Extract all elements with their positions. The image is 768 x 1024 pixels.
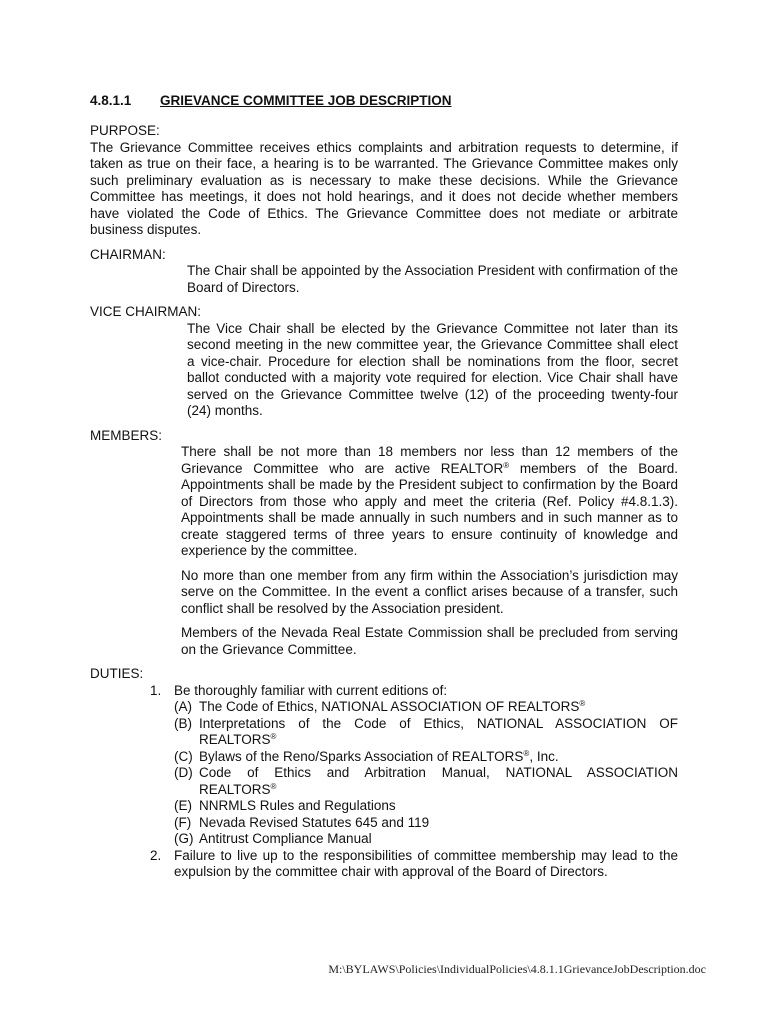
registered-mark: ® — [270, 732, 277, 741]
duty-text: Be thoroughly familiar with current editions of: — [174, 682, 448, 698]
duty-text: Failure to live up to the responsibilities of committee membership may lead to the expulsion by the committee chair with approval of the Board of Directors. — [174, 847, 678, 879]
chairman-label: CHAIRMAN: — [90, 246, 166, 262]
duties-label: DUTIES: — [90, 666, 144, 681]
duties-list — [150, 683, 678, 881]
sub-item-c: (C) Bylaws of the Reno/Sparks Association of REALTORS®, Inc. — [174, 748, 559, 764]
sub-item-f: (F) Nevada Revised Statutes 645 and 119 — [174, 814, 430, 830]
registered-mark: ® — [579, 699, 586, 708]
section-title: GRIEVANCE COMMITTEE JOB DESCRIPTION — [160, 93, 452, 108]
duty-number: 1. — [150, 682, 162, 698]
purpose-label: PURPOSE: — [90, 123, 160, 138]
sub-item-a: (A) The Code of Ethics, NATIONAL ASSOCIATION OF REALTORS® — [174, 699, 586, 714]
members-paragraph-1 — [181, 444, 678, 560]
sub-item-e: (E) NNRMLS Rules and Regulations — [174, 798, 396, 813]
chairman-text: The Chair shall be appointed by the Association President with confirmation of the Board of Directors. — [187, 263, 678, 295]
sub-item-b: (B) Interpretations of the Code of Ethics, NATIONAL ASSOCIATION OF REALTORS® — [174, 715, 678, 747]
duty-number: 2. — [150, 847, 162, 863]
vice-chairman-text: The Vice Chair shall be elected by the Grievance Committee not later than its second meeting in the new committee year, the Grievance Committee shall elect a vice-chair. Procedure for election shall be nominations from the floor, secret ballot conducted with a majority vote required for election. Vice Chair shall have served on the Grievance Committee twelve (12) of the proceeding twenty-four (24) months. — [187, 320, 678, 418]
duty-item-1 — [150, 683, 678, 848]
vice-chairman-label: VICE CHAIRMAN: — [90, 304, 202, 319]
sub-item-d: (D) Code of Ethics and Arbitration Manual, NATIONAL ASSOCIATION REALTORS® — [174, 765, 678, 797]
document-body — [90, 93, 678, 881]
members-paragraph-3: Members of the Nevada Real Estate Commission shall be precluded from serving on the Grievance Committee. — [181, 625, 678, 657]
purpose-text: The Grievance Committee receives ethics complaints and arbitration requests to determine, if taken as true on their face, a hearing is to be warranted. The Grievance Committee makes only such preliminary evaluation as is necessary to make these decisions. While the Grievance Committee has meetings, it does not hold hearings, and it does not decide whether members have violated the Code of Ethics. The Grievance Committee does not mediate or arbitrate business disputes. — [90, 139, 678, 237]
file-path-footer: M:\BYLAWS\Policies\IndividualPolicies\4.8.1.1GrievanceJobDescription.doc — [328, 962, 706, 976]
registered-mark: ® — [523, 748, 530, 758]
members-label: MEMBERS: — [90, 427, 163, 443]
section-heading — [90, 93, 678, 108]
section-number: 4.8.1.1 — [90, 93, 132, 108]
registered-mark: ® — [270, 781, 277, 791]
members-p1-part-a: There shall be not more than 18 members nor less than 12 members of the Grievance Committee who are active REALTOR — [181, 444, 678, 476]
members-p1-part-b: members of the Board. Appointments shall be made by the President subject to confirmation by the Board of Directors from those who apply and meet the criteria (Ref. Policy #4.8.1.3). Appointments shall be made annually in such numbers and in such manner as to create staggered terms of three years to ensure continuity of knowledge and experience by the committee. — [181, 460, 678, 558]
members-paragraph-2: No more than one member from any firm within the Association’s jurisdiction may serve on the Committee. In the event a conflict arises because of a transfer, such conflict shall be resolved by the Association president. — [181, 567, 678, 616]
sub-item-g: (G) Antitrust Compliance Manual — [174, 831, 372, 846]
registered-mark: ® — [503, 460, 510, 470]
duty-item-2 — [150, 848, 678, 881]
